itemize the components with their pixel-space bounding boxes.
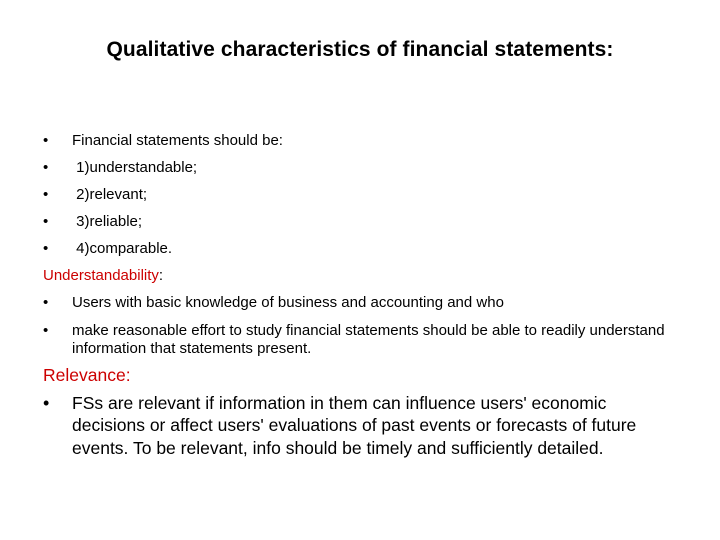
list-item-text: FSs are relevant if information in them can influence users' economic decisions or affect users' evaluations of past events or forecasts of future events. To be relevant, info should be timely and sufficiently detailed. [72,392,637,458]
bullet-icon: • [43,186,49,203]
list-item-text: Financial statements should be: [72,132,283,149]
list-item-text: 1)understandable; [72,159,198,176]
list-item-text: 2)relevant; [72,186,148,203]
list-item-text: 3)reliable; [72,213,143,230]
intro-list [43,132,683,258]
list-item [43,132,683,150]
understandability-heading-label: Understandability [43,267,159,284]
slide-title: Qualitative characteristics of financial statements: [106,38,614,61]
list-item-text: make reasonable effort to study financial statements should be able to readily understand information that statements present. [72,321,665,357]
understandability-heading [43,267,683,285]
bullet-icon: • [43,159,49,176]
bullet-icon: • [43,321,49,339]
slide-body [43,132,683,459]
list-item [43,240,683,258]
list-item [43,392,683,460]
bullet-icon: • [43,213,49,230]
list-item-text: Users with basic knowledge of business and accounting and who [72,294,504,311]
bullet-icon: • [43,240,49,257]
list-item [43,186,683,204]
bullet-icon: • [43,392,50,413]
list-item [43,213,683,231]
list-item [43,294,683,312]
understandability-heading-colon: : [158,267,164,284]
list-item [43,159,683,177]
bullet-icon: • [43,132,49,149]
list-item-text: 4)comparable. [72,240,173,257]
relevance-heading: Relevance: [43,364,131,385]
bullet-icon: • [43,294,49,311]
list-item [43,322,683,358]
